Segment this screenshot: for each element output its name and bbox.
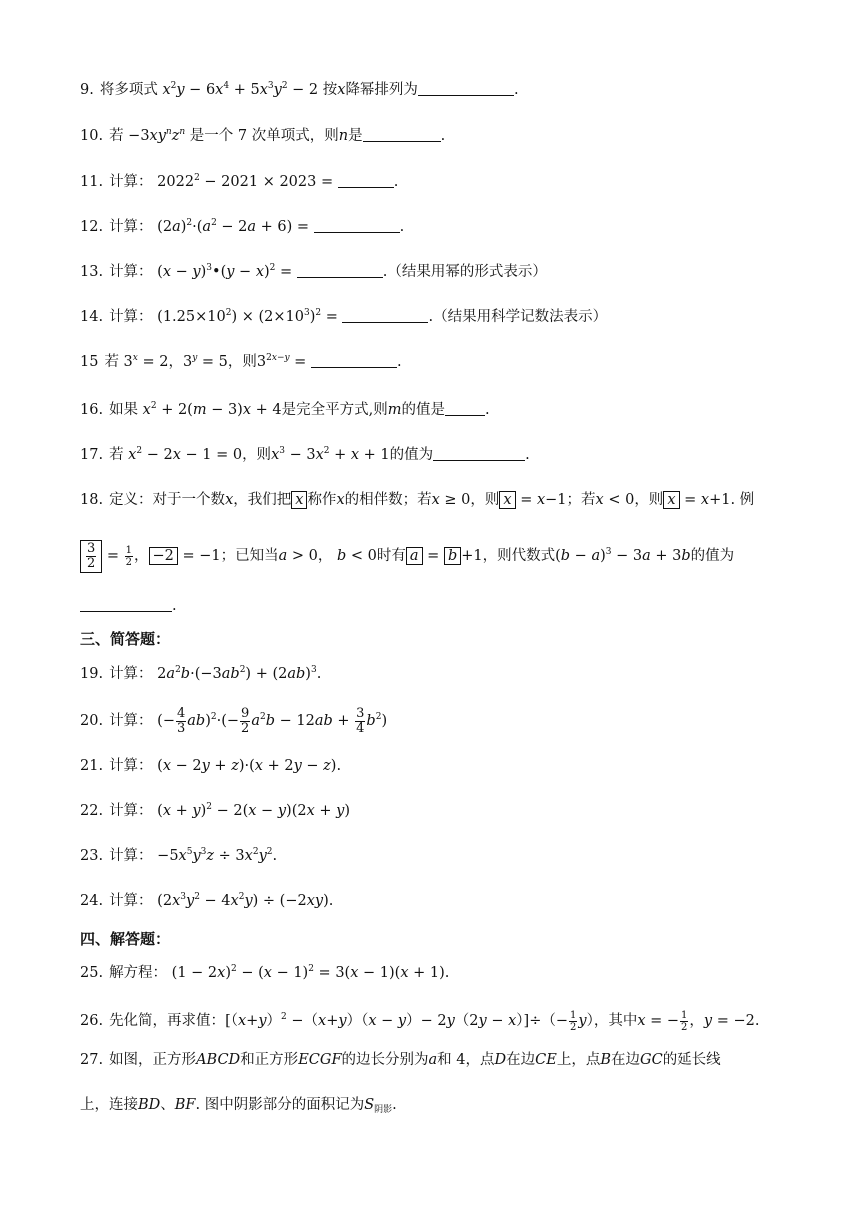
question-14: 14. 计算： $(1.25\times 10^2) \times (2\times 10^3)^2$ = .（结果用科学记数法表示） [80, 308, 608, 325]
question-23: 23. 计算： $-5x^5y^3z \div 3x^2y^2$. [80, 847, 278, 864]
answer-blank[interactable] [297, 263, 383, 278]
question-27-line-2: 上，连接BD、BF. 图中阴影部分的面积记为$S_{阴影}$. [80, 1097, 397, 1115]
question-22: 22. 计算： $(x + y)^2 - 2(x - y)(2x + y)$ [80, 802, 351, 819]
question-16: 16. 如果 $x^2 + 2(m - 3)x + 4$是完全平方式,则m的值是 . [80, 401, 490, 418]
answer-blank[interactable] [311, 353, 397, 368]
question-18: 18. 定义：对于一个数x，我们把 x 称作x的相伴数；若x ≥ 0，则 x = x−1；若x < 0，则 x = x+1. 例 [80, 492, 755, 508]
answer-blank[interactable] [80, 597, 172, 612]
question-25: 25. 解方程： $(1 - 2x)^2 - (x - 1)^2 = 3(x - 1)(x + 1)$. [80, 964, 450, 981]
question-18-line-2: $\frac{3}{2}$ = $\frac{1}{2}$ ， −2 = −1；已知当a > 0， b < 0时有 a = b +1，则代数式$(b - a)^3 - 3a + 3b$的值为 [80, 538, 800, 574]
answer-blank[interactable] [418, 81, 514, 96]
question-10: 10. 若 $-3xy^nz^n$ 是一个 7 次单项式，则n是 . [80, 127, 446, 144]
question-24: 24. 计算： $(2x^3y^2 - 4x^2y) \div (-2xy)$. [80, 892, 334, 909]
answer-blank[interactable] [314, 218, 400, 233]
answer-blank[interactable] [433, 446, 525, 461]
answer-blank[interactable] [338, 173, 394, 188]
question-26: 26. 先化简，再求值：$[(x+y)^2 -(x+y)(x - y)- 2y(2y - x)]\div(-$ $\frac{1}{2}$ y），其中x = − $\frac{1}{2}$ ，y = −2. [80, 1009, 760, 1033]
question-12: 12. 计算： $(2a)^2\cdot(a^2 - 2a + 6)$ = . [80, 218, 405, 235]
question-20: 20. 计算： (− $\frac{4}{3}$ ab)$^2$·(− $\frac{9}{2}$ $a^2b - 12ab$ + $\frac{3}{4}$ $b^2$) [80, 705, 388, 736]
answer-blank[interactable] [363, 127, 441, 142]
section-heading: 四、解答题： [80, 930, 171, 948]
question-15: 15 若 $3^x = 2$，$3^y = 5$，则$3^{2x-y}$ = . [80, 353, 402, 370]
answer-blank[interactable] [342, 308, 428, 323]
question-19: 19. 计算： $2a^2b\cdot(-3ab^2) + (2ab)^3$. [80, 665, 322, 682]
question-13: 13. 计算： $(x - y)^3•(y - x)^2$ = .（结果用幂的形式表示） [80, 263, 547, 280]
question-11: 11. 计算： $2022^2 - 2021 \times 2023$ = . [80, 173, 399, 190]
question-21: 21. 计算： (x − 2y + z)·(x + 2y − z). [80, 758, 342, 774]
question-27: 27. 如图，正方形ABCD和正方形ECGF的边长分别为a和 4，点D在边CE上，点B在边GC的延长线 [80, 1052, 721, 1068]
question-9: 9. 将多项式 $x^2y - 6x^4 + 5x^3y^2 - 2$ 按x降幂排列为 . [80, 81, 519, 98]
answer-blank[interactable] [445, 401, 485, 416]
question-18-line-3: . [80, 596, 800, 616]
section-heading: 三、简答题： [80, 630, 171, 648]
question-17: 17. 若 $x^2 - 2x - 1 = 0$，则$x^3 - 3x^2 + x + 1$的值为 . [80, 446, 530, 463]
